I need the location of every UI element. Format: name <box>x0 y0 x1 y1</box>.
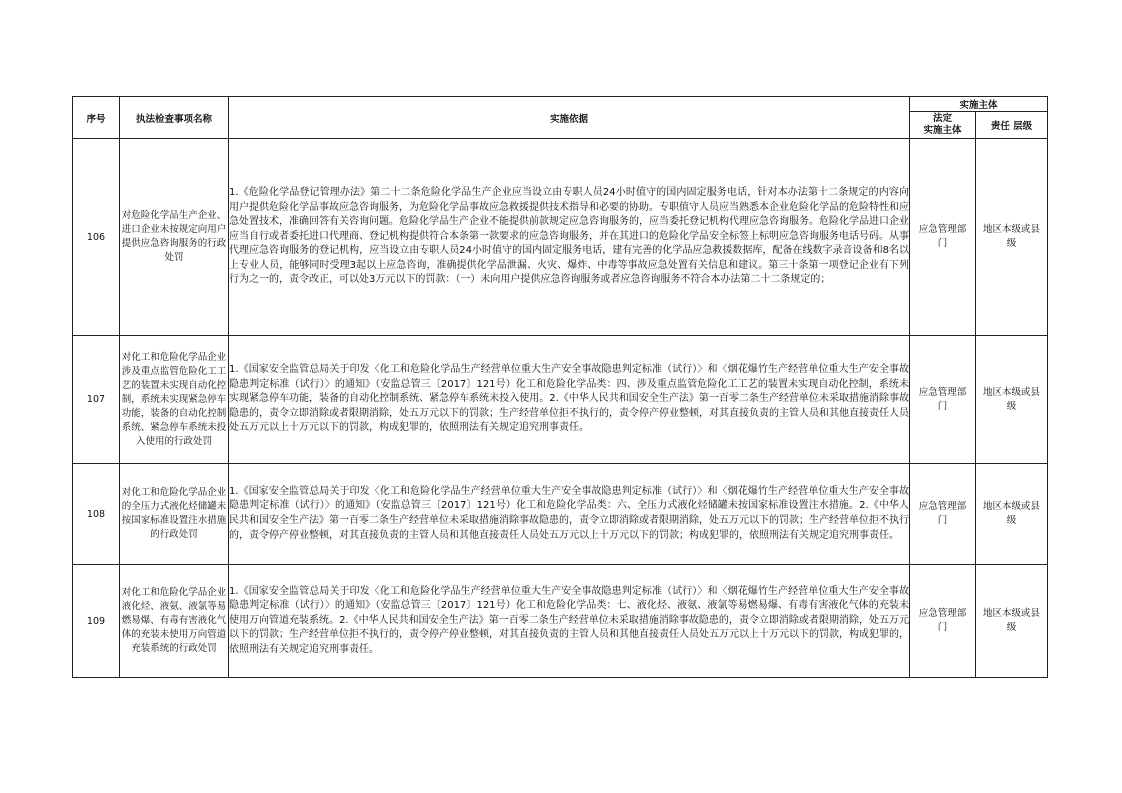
row-level: 地区本级或县级 <box>976 464 1048 565</box>
row-level: 地区本级或县级 <box>976 336 1048 464</box>
row-basis: 1.《国家安全监管总局关于印发〈化工和危险化学品生产经营单位重大生产安全事故隐患判定标准（试行）〉和〈烟花爆竹生产经营单位重大生产安全事故隐患判定标准（试行）〉的通知》（安监总管三〔2017〕121号）化工和危险化学品类：六、全压力式液化烃储罐未按国家标准设置注水措施。2.《中华人民共和国安全生产法》第一百零二条生产经营单位未采取措施消除事故隐患的，责令立即消除或者限期消除，处五万元以下的罚款；生产经营单位拒不执行的，责令停产停业整顿，对其直接负责的主管人员和其他直接责任人员处五万元以上十万元以下的罚款；构成犯罪的，依照刑法有关规定追究刑事责任。 <box>229 464 910 565</box>
enforcement-items-table <box>72 96 1048 678</box>
header-resp-level: 责任 层级 <box>976 112 1048 139</box>
row-legal-body: 应急管理部门 <box>910 139 976 336</box>
row-legal-body: 应急管理部门 <box>910 464 976 565</box>
table-row <box>73 565 1048 678</box>
row-legal-body: 应急管理部门 <box>910 336 976 464</box>
row-legal-body: 应急管理部门 <box>910 565 976 678</box>
table-row <box>73 464 1048 565</box>
row-item-name: 对危险化学品生产企业、进口企业未按规定向用户提供应急咨询服务的行政处罚 <box>120 139 229 336</box>
header-impl-body: 实施主体 <box>910 97 1048 112</box>
row-item-name: 对化工和危险化学品企业涉及重点监管危险化工工艺的装置未实现自动化控制，系统未实现紧急停车功能，装备的自动化控制系统、紧急停车系统未投入使用的行政处罚 <box>120 336 229 464</box>
header-seq: 序号 <box>73 97 120 139</box>
row-item-name: 对化工和危险化学品企业液化烃、液氨、液氯等易燃易爆、有毒有害液化气体的充装未使用万向管道充装系统的行政处罚 <box>120 565 229 678</box>
header-legal-body <box>910 112 976 139</box>
row-seq: 108 <box>73 464 120 565</box>
table-row <box>73 336 1048 464</box>
table-row <box>73 139 1048 336</box>
header-basis: 实施依据 <box>229 97 910 139</box>
row-item-name: 对化工和危险化学品企业的全压力式液化烃储罐未按国家标准设置注水措施的行政处罚 <box>120 464 229 565</box>
row-level: 地区本级或县级 <box>976 565 1048 678</box>
row-seq: 109 <box>73 565 120 678</box>
header-item-name: 执法检查事项名称 <box>120 97 229 139</box>
row-seq: 107 <box>73 336 120 464</box>
row-basis: 1.《危险化学品登记管理办法》第二十二条危险化学品生产企业应当设立由专职人员24小时值守的国内固定服务电话，针对本办法第十二条规定的内容向用户提供危险化学品事故应急咨询服务，为危险化学品事故应急救援提供技术指导和必要的协助。专职值守人员应当熟悉本企业危险化学品的危险特性和应急处置技术，准确回答有关咨询问题。危险化学品生产企业不能提供前款规定应急咨询服务的，应当委托登记机构代理应急咨询服务。危险化学品进口企业应当自行或者委托进口代理商、登记机构提供符合本条第一款要求的应急咨询服务，并在其进口的危险化学品安全标签上标明应急咨询服务电话号码。从事代理应急咨询服务的登记机构，应当设立由专职人员24小时值守的国内固定服务电话，建有完善的化学品应急救援数据库，配备在线数字录音设备和8名以上专业人员，能够同时受理3起以上应急咨询，准确提供化学品泄漏、火灾、爆炸、中毒等事故应急处置有关信息和建议。第三十条第一项登记企业有下列行为之一的，责令改正，可以处3万元以下的罚款：（一）未向用户提供应急咨询服务或者应急咨询服务不符合本办法第二十二条规定的； <box>229 139 910 336</box>
row-level: 地区本级或县级 <box>976 139 1048 336</box>
row-basis: 1.《国家安全监管总局关于印发〈化工和危险化学品生产经营单位重大生产安全事故隐患判定标准（试行）〉和〈烟花爆竹生产经营单位重大生产安全事故隐患判定标准（试行）〉的通知》（安监总管三〔2017〕121号）化工和危险化学品类：七、液化烃、液氨、液氯等易燃易爆、有毒有害液化气体的充装未使用万向管道充装系统。2.《中华人民共和国安全生产法》第一百零二条生产经营单位未采取措施消除事故隐患的，责令立即消除或者限期消除，处五万元以下的罚款；生产经营单位拒不执行的，责令停产停业整顿，对其直接负责的主管人员和其他直接责任人员处五万元以上十万元以下的罚款，构成犯罪的，依照刑法有关规定追究刑事责任。 <box>229 565 910 678</box>
row-basis: 1.《国家安全监管总局关于印发〈化工和危险化学品生产经营单位重大生产安全事故隐患判定标准（试行）〉和〈烟花爆竹生产经营单位重大生产安全事故隐患判定标准（试行）〉的通知》（安监总管三〔2017〕121号）化工和危险化学品类：四、涉及重点监管危险化工工艺的装置未实现自动化控制，系统未实现紧急停车功能，装备的自动化控制系统、紧急停车系统未投入使用。2.《中华人民共和国安全生产法》第一百零二条生产经营单位未采取措施消除事故隐患的，责令立即消除或者限期消除，处五万元以下的罚款；生产经营单位拒不执行的，责令停产停业整顿，对其直接负责的主管人员和其他直接责任人员处五万元以上十万元以下的罚款，构成犯罪的，依照刑法有关规定追究刑事责任。 <box>229 336 910 464</box>
header-legal-body-text: 法定 实施主体 <box>923 113 962 136</box>
row-seq: 106 <box>73 139 120 336</box>
